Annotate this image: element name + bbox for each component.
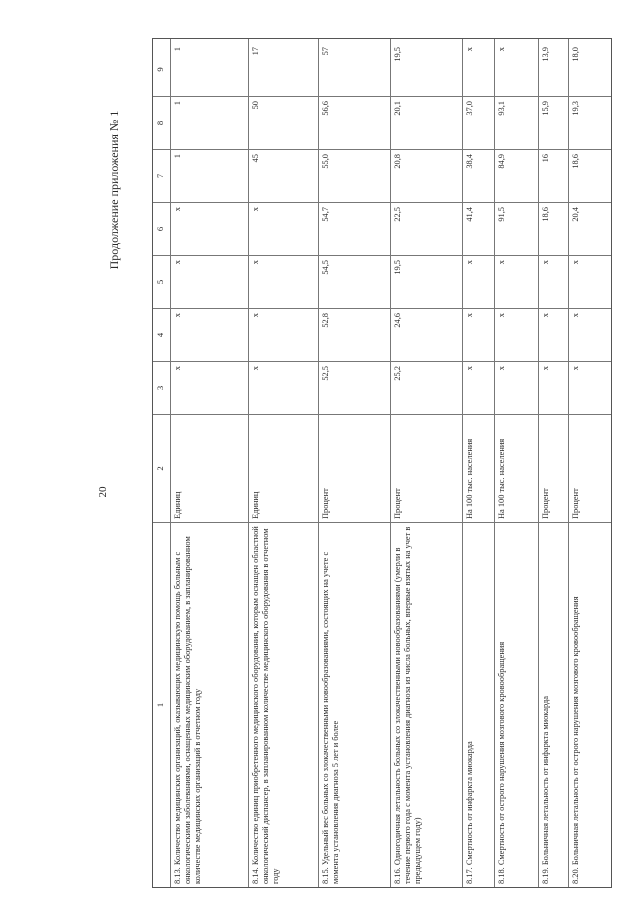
value-cell: x — [249, 255, 318, 308]
value-cell: x — [539, 361, 568, 414]
indicator-table — [152, 38, 612, 888]
value-cell: 19,5 — [393, 47, 402, 62]
value-cell: x — [249, 361, 318, 414]
value-cell: x — [171, 308, 248, 361]
value-cell: x — [249, 202, 318, 255]
value-cell: 25,2 — [391, 361, 462, 414]
header-col-4: 4 — [153, 308, 170, 361]
value-cell: 20,8 — [391, 149, 462, 202]
value-cell: 19,5 — [391, 255, 462, 308]
header-col-5: 5 — [153, 255, 170, 308]
value-cell: 17 — [251, 47, 260, 56]
value-cell: 55,0 — [319, 149, 390, 202]
value-cell: x — [497, 47, 506, 52]
table-row — [539, 39, 569, 887]
unit-cell: Процент — [391, 414, 462, 522]
value-cell: 1 — [171, 96, 248, 149]
value-cell: x — [463, 255, 494, 308]
header-col-6: 6 — [153, 202, 170, 255]
indicator-label: 8.13. Количество медицинских организаций, оказывающих медицинскую помощь больным с онкологическими заболеваниями, оснащенных медицинским оборудованием, в запланированном количестве медицинских организаций в отчетном году — [171, 522, 248, 887]
page-number: 20 — [97, 486, 109, 498]
indicator-label: 8.16. Одногодичная летальность больных со злокачественными новообразованиями (умерли в течение первого года с момента установления диагноза из числа больных, впервые взятых на учет в предыдущем году) — [391, 522, 462, 887]
value-cell: 22,5 — [391, 202, 462, 255]
value-cell: 54,7 — [319, 202, 390, 255]
value-cell: x — [171, 361, 248, 414]
value-cell: 54,5 — [319, 255, 390, 308]
value-cell: x — [463, 308, 494, 361]
value-cell: 93,1 — [495, 96, 538, 149]
value-cell: 20,1 — [391, 96, 462, 149]
value-cell: 57 — [321, 47, 330, 56]
header-col-2: 2 — [153, 414, 170, 522]
value-cell: 18,6 — [569, 149, 611, 202]
header-col-7: 7 — [153, 149, 170, 202]
table-header-row — [153, 39, 171, 887]
value-cell: 19,3 — [569, 96, 611, 149]
value-cell: 20,4 — [569, 202, 611, 255]
value-cell: 16 — [539, 149, 568, 202]
value-cell: 45 — [249, 149, 318, 202]
value-cell: 38,4 — [463, 149, 494, 202]
header-col-8: 8 — [153, 96, 170, 149]
table-row — [171, 39, 249, 887]
indicator-label: 8.20. Больничная летальность от острого нарушения мозгового кровообращения — [569, 522, 611, 887]
table-row — [249, 39, 319, 887]
value-cell: 50 — [249, 96, 318, 149]
table-row — [495, 39, 539, 887]
value-cell: x — [463, 361, 494, 414]
table-row — [569, 39, 611, 887]
indicator-label: 8.18. Смертность от острого нарушения мозгового кровообращения — [495, 522, 538, 887]
value-cell: x — [539, 308, 568, 361]
value-cell: 91,5 — [495, 202, 538, 255]
value-cell: x — [539, 255, 568, 308]
indicator-label: 8.17. Смертность от инфаркта миокарда — [463, 522, 494, 887]
value-cell: x — [465, 47, 474, 52]
table-row — [391, 39, 463, 887]
value-cell: 52,5 — [319, 361, 390, 414]
unit-cell: На 100 тыс. населения — [463, 414, 494, 522]
unit-cell: Процент — [539, 414, 568, 522]
unit-cell: Процент — [569, 414, 611, 522]
value-cell: 13,9 — [541, 47, 550, 62]
unit-cell: Единиц — [171, 414, 248, 522]
indicator-label: 8.14. Количество единиц приобретенного медицинского оборудования, которым оснащен областной онкологический диспансер, в запланированном количестве медицинского оборудования в отчетном году — [249, 522, 318, 887]
value-cell: x — [171, 202, 248, 255]
unit-cell: На 100 тыс. населения — [495, 414, 538, 522]
value-cell: 41,4 — [463, 202, 494, 255]
value-cell: x — [569, 361, 611, 414]
indicator-label: 8.19. Больничная летальность от инфаркта миокарда — [539, 522, 568, 887]
value-cell: x — [569, 255, 611, 308]
header-col-1: 1 — [153, 522, 170, 887]
continuation-title: Продолжение приложения № 1 — [106, 110, 121, 270]
unit-cell: Единиц — [249, 414, 318, 522]
unit-cell: Процент — [319, 414, 390, 522]
value-cell: 18,0 — [571, 47, 580, 62]
header-col-9: 9 — [155, 67, 165, 72]
value-cell: x — [495, 308, 538, 361]
table-row — [463, 39, 495, 887]
header-col-3: 3 — [153, 361, 170, 414]
value-cell: 24,6 — [391, 308, 462, 361]
value-cell: x — [249, 308, 318, 361]
value-cell: 1 — [173, 47, 182, 52]
value-cell: 56,6 — [319, 96, 390, 149]
value-cell: 52,8 — [319, 308, 390, 361]
value-cell: 1 — [171, 149, 248, 202]
value-cell: x — [495, 361, 538, 414]
value-cell: 37,0 — [463, 96, 494, 149]
table-row — [319, 39, 391, 887]
value-cell: 15,9 — [539, 96, 568, 149]
value-cell: x — [569, 308, 611, 361]
value-cell: x — [495, 255, 538, 308]
value-cell: x — [171, 255, 248, 308]
value-cell: 84,9 — [495, 149, 538, 202]
indicator-label: 8.15. Удельный вес больных со злокачественными новообразованиями, состоящих на учете с момента установления диагноза 5 лет и более — [319, 522, 390, 887]
value-cell: 18,6 — [539, 202, 568, 255]
